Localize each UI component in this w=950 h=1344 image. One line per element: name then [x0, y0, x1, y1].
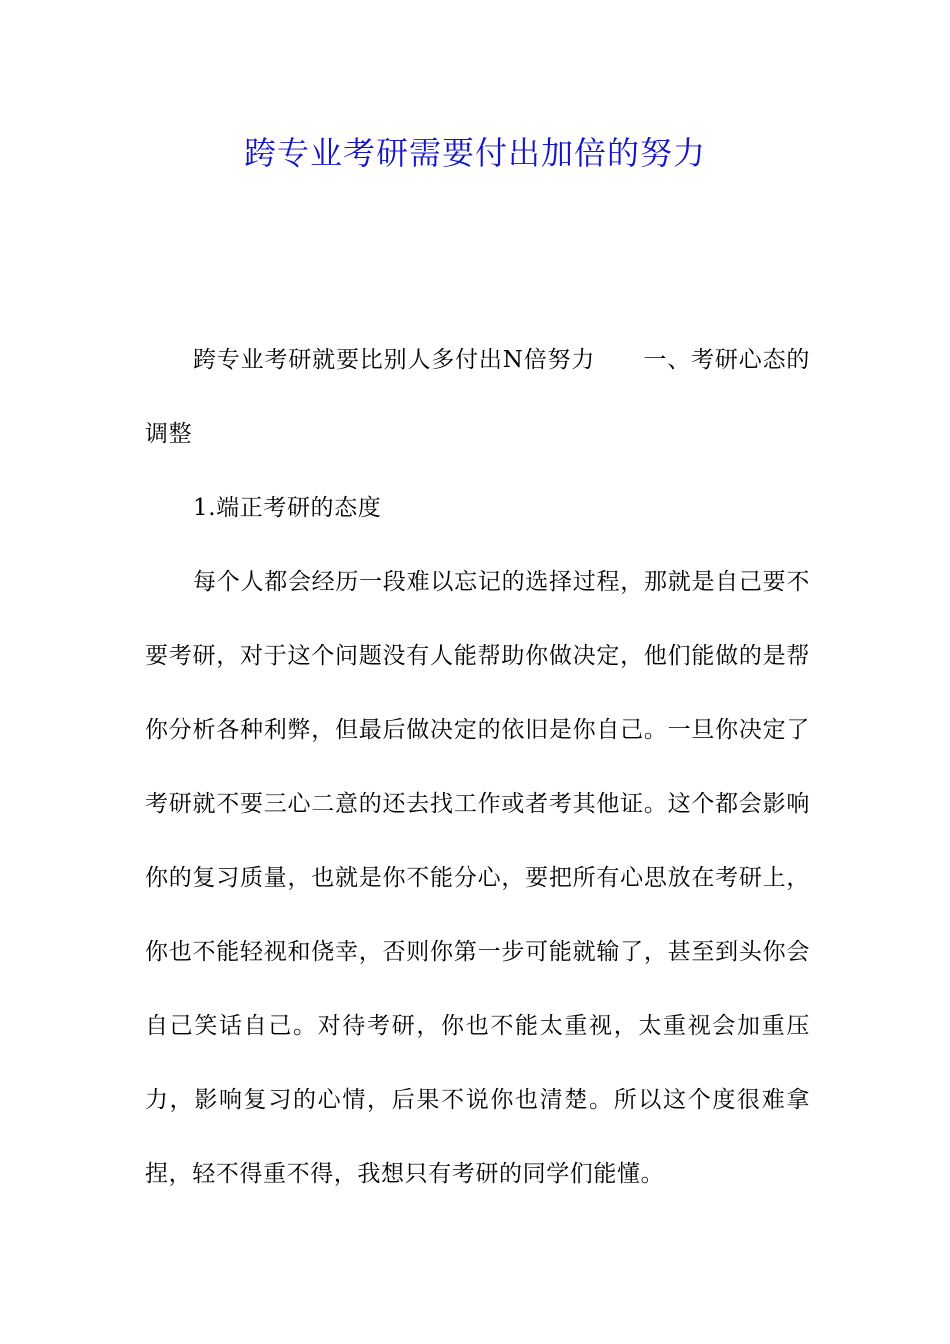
document-title: 跨专业考研需要付出加倍的努力 [243, 134, 706, 172]
section-heading-1: 一、考研心态的调整 [145, 347, 810, 447]
intro-sentence: 跨专业考研就要比别人多付出N倍努力 [193, 347, 596, 373]
intro-paragraph [145, 323, 810, 471]
body-paragraph [145, 545, 810, 1211]
body-paragraph-text: 每个人都会经历一段难以忘记的选择过程，那就是自己要不要考研，对于这个问题没有人能帮助你做决定，他们能做的是帮你分析各种利弊，但最后做决定的依旧是你自己。一旦你决定了考研就不要三心二意的还去找工作或者考其他证。这个都会影响你的复习质量，也就是你不能分心，要把所有心思放在考研上，你也不能轻视和侥幸，否则你第一步可能就输了，甚至到头你会自己笑话自己。对待考研，你也不能太重视，太重视会加重压力，影响复习的心情，后果不说你也清楚。所以这个度很难拿捏，轻不得重不得，我想只有考研的同学们能懂。 [145, 569, 810, 1187]
subsection-heading-text: 1.端正考研的态度 [193, 495, 382, 521]
subsection-heading [145, 471, 810, 545]
intro-paragraph-text [145, 323, 810, 471]
